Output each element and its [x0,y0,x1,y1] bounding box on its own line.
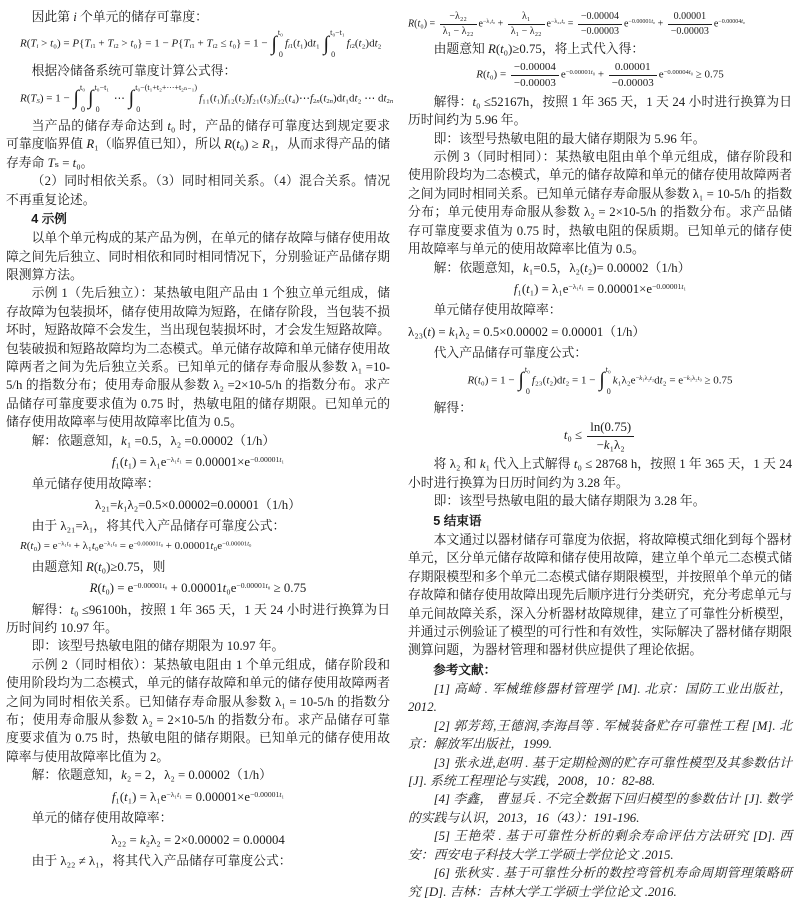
reference-item: [4] 李鑫， 曹显兵 . 不完全数据下回归模型的参数估计 [J]. 数学的实践与认识，2013，16（43）：191-196. [408,792,792,825]
display-formula: R(t₀) = 1 − ∫ t₀ 0 f₂₃(t₂)dt₂ = 1 − ∫ t₀ 0 $k_1\lambda_2e^{-k_1\lambda_2t_2}dt_2 = e^{-k_1\lambda_2t_0} \ge 0.75$ [467,364,733,396]
paragraph: 由于 λ₂₂ ≠ λ₁，将其代入产品储存可靠度公式： [31,853,292,868]
paragraph: 根据冷储备系统可靠度计算公式得： [31,64,237,79]
display-formula: $f_1(t_1) = \lambda_1e^{-\lambda_1t_1} = 0.00001\times e^{-0.00001t_1}$ [111,789,285,804]
paragraph: 解：依题意知，k₁ =0.5，λ₂ =0.00002（1/h） [31,433,276,448]
display-formula: $R(t_0) = e^{-0.00001t_0} + 0.00001t_0e^{-0.00001t_0} \ge 0.75$ [89,580,307,596]
reference-item: [2] 郭芳筠,王德润,李海昌等 . 军械装备贮存可靠性工程 [M]. 北京：解放军出版社，1999. [408,718,792,752]
paragraph: 代入产品储存可靠度公式： [433,346,588,361]
paragraph: 单元储存使用故障率： [31,476,160,491]
display-formula: λ₂₂ = k₂λ₂ = 2×0.00002 = 0.00004 [111,832,285,847]
paragraph: 解得：t₀ ≤96100h，按照 1 年 365 天，1 天 24 小时进行换算为日历时间约 10.97 年。 [6,602,391,635]
paragraph: 由于 λ₂₁=λ₁，将其代入产品储存可靠度公式： [31,519,286,534]
column-left [6,8,394,868]
display-formula: $R(T_S) = 1$ − ∫ t₀ 0 ∫ t₀−t₁ 0 ⋯ ∫ t₀−(t₁+t₂+⋯+t₂ₙ₋₁) 0 $f_{11}(t_1)f_{12}(t_2)f_{21}(t_3)f_{22}(t_4)\cdots f_{2n}(t_{2n})dt_1dt_2$ ⋯ $dt_{2n}$ [20,82,394,114]
display-formula: $f_1(t_1) = \lambda_1e^{-\lambda_1t_1} = 0.00001\times e^{-0.00001t_1}$ [513,281,687,296]
reference-item: [6] 张秋实 . 基于可靠性分析的数控弯管机寿命周期管理策略研究 [D]. 吉林：吉林大学工学硕士学位论文 .2016. [408,866,792,899]
paragraph: （2）同时相依关系。（3）同时相同关系。（4）混合关系。情况不再重复论述。 [6,174,390,207]
display-formula: $R(T_i > t_0) = P\{T_{i1} + T_{i2} > t_0\} = 1 - P\{T_{i1} + T_{i2} \le t_0\} = 1$ − ∫ t₀ 0 $f_{i1}(t_1)dt_1$ ∫ t₀−t₁ 0 $f_{i2}(t_2)dt_2$ [20,28,382,60]
display-formula: R(t₀) = $\frac{-0.00004}{-0.00003}$ $e^{-0.00001t_0}$ + $\frac{0.00001}{-0.00003}$ $e^{-0.00004t_0} \ge 0.75$ [476,61,724,90]
column-right [408,8,793,899]
paragraph: 即：该型号热敏电阻的最大储存期限为 5.96 年。 [433,131,706,146]
paragraph: 将 λ₂ 和 k₁ 代入上式解得 t₀ ≤ 28768 h，按照 1 年 365 天，1 天 24 小时进行换算为日历时间约为 3.28 年。 [408,457,792,490]
paragraph: 因此第 i 个单元的储存可靠度： [31,10,208,24]
paragraph: 以单个单元构成的某产品为例，在单元的储存故障与储存使用故障之间先后独立、同时相依和同时相同情况下，分别验证产品储存期限测算方法。 [6,231,390,282]
paragraph: 由题意知 R(t₀)≥0.75，则 [31,559,166,574]
section-heading: 4 示例 [31,211,67,226]
paragraph: 当产品的储存寿命达到 t₀ 时，产品的储存可靠度达到规定要求可靠度临界值 R₁（临界值已知），所以 R(t₀) ≥ R₁，从而求得产品的储存寿命 Tₛ = t₀。 [6,118,390,170]
display-formula: λ₂₁=k₁λ₂=0.5×0.00002=0.00001（1/h） [95,497,301,512]
paragraph: 由题意知 R(t₀)≥0.75，将上式代入得： [433,42,645,56]
display-formula: $R(t_0) = e^{-\lambda_1t_0} + \lambda_1t_0e^{-\lambda_1t_0} = e^{-0.00001t_0} + 0.00001t_0e^{-0.00001t_0}$ [20,539,252,552]
reference-item: [3] 张永进,赵明 . 基于定期检测的贮存可靠性模型及其参数估计 [J]. 系统工程理论与实践，2008，10：82-88. [408,755,792,789]
display-formula: t₀ ≤ $\frac{\ln(0.75)}{\text{−k₁λ₂}}$ [408,420,792,452]
paragraph: 单元储存使用故障率： [433,303,562,318]
paragraph: 解：依题意知，k₂ = 2，λ₂ = 0.00002（1/h） [31,768,272,783]
paragraph: 示例 2（同时相依）：某热敏电阻由 1 个单元组成，储存阶段和使用阶段均为二态模式，单元的储存故障和单元的储存使用故障两者之间为同时相依关系。已知储存寿命服从参数 λ₁ = 10-5/h 的指数分布；使用寿命服从参数 λ₂ = 2×10-5/h 的指数分布。求产品储存可靠度要求值为 0.75 时，热敏电阻的储存期限。已知单元的储存使用故障率与使用故障率比值为 2。 [6,657,390,764]
paragraph: 即：该型号热敏电阻的储存期限为 10.97 年。 [31,639,285,654]
paragraph: 本文通过以器材储存可靠度为依据，将故障模式细化到每个器材单元，区分单元储存故障和储存使用故障，建立单个单元二态模式储存期限模型和多个单元二态模式储存期限模型，并按照单个单元的储存故障和储存使用故障出现先后顺序进行分类研究，充分考虑单元与单元间故障关系，深入分析器材故障规律，建立了可靠性分析模型，并通过示例验证了模型的可行性和有效性，实际解决了器材储存期限测算问题，为器材管理和器材供应提供了理论依据。 [408,532,792,658]
paragraph: 解得：t₀ ≤52167h，按照 1 年 365 天，1 天 24 小时进行换算为日历时间约为 5.96 年。 [408,94,793,128]
paragraph: 单元的储存使用故障率： [31,811,173,826]
display-formula: λ₂₃(t) = k₁λ₂ = 0.5×0.00002 = 0.00001（1/h） [408,324,646,339]
display-formula: $f_1(t_1) = \lambda_1e^{-\lambda_1t_1} = 0.00001\times e^{-0.00001t_1}$ [111,454,285,470]
paragraph: 解得： [433,400,472,415]
paragraph: 示例 1（先后独立）：某热敏电阻产品由 1 个独立单元组成，储存故障为包装损坏，储存使用故障为短路，在储存阶段，当包装不损坏时，短路故障不会发生，当出现包装损坏时，才会发生短路故障。包装破损和短路故障均为二态模式。单元储存故障和单元储存使用故障两者之间为先后独立关系。已知单元的储存寿命服从参数 λ₁ =10-5/h 的指数分布；使用寿命服从参数 λ₂ =2×10-5/h 的指数分布。求产品储存可靠度要求值为 0.75 时，热敏电阻的储存期限。已知单元的储存使用故障率与使用故障率比值为 0.5。 [6,286,390,430]
paragraph: 示例 3（同时相同）：某热敏电阻由单个单元组成，储存阶段和使用阶段均为二态模式，单元的储存故障和单元的储存使用故障两者之间为同时相同关系。已知单元储存寿命服从参数 λ₁ = 10-5/h 的指数分布；单元使用寿命服从参数 λ₂ = 2×10-5/h 的指数分布。求产品储存可靠度要求值为 0.75 时，热敏电阻的保质期。已知单元的储存使用故障率与单元的使用故障率比值为 0.5。 [408,149,793,257]
reference-item: [1] 高崎 . 军械维修器材管理学 [M]. 北京：国防工业出版社，2012. [408,681,792,715]
paragraph: 即：该型号热敏电阻的最大储存期限为 3.28 年。 [433,494,706,509]
display-formula: R(t₀) = $\frac{\text{−λ₂₂}}{\text{λ₁ − λ₂₂}}$ $e^{-\lambda_1t_0}$ + $\frac{\text{λ₁}}{\text{λ₁ − λ₂₂}}$ $e^{-\lambda_{22}t_0}$ = $\frac{-0.00004}{-0.00003}$ $e^{-0.00001t_0}$ + $\frac{0.00001}{-0.00003}$ $e^{-0.00004t_0}$ [408,11,746,37]
reference-item: [5] 王艳荣 . 基于可靠性分析的剩余寿命评估方法研究 [D]. 西安：西安电子科技大学工学硕士学位论文 .2015. [408,829,792,862]
paragraph: 解：依题意知，k₁=0.5，λ₂(t₂)= 0.00002（1/h） [433,260,691,275]
section-heading: 参考文献： [433,662,497,677]
section-heading: 5 结束语 [433,513,482,528]
